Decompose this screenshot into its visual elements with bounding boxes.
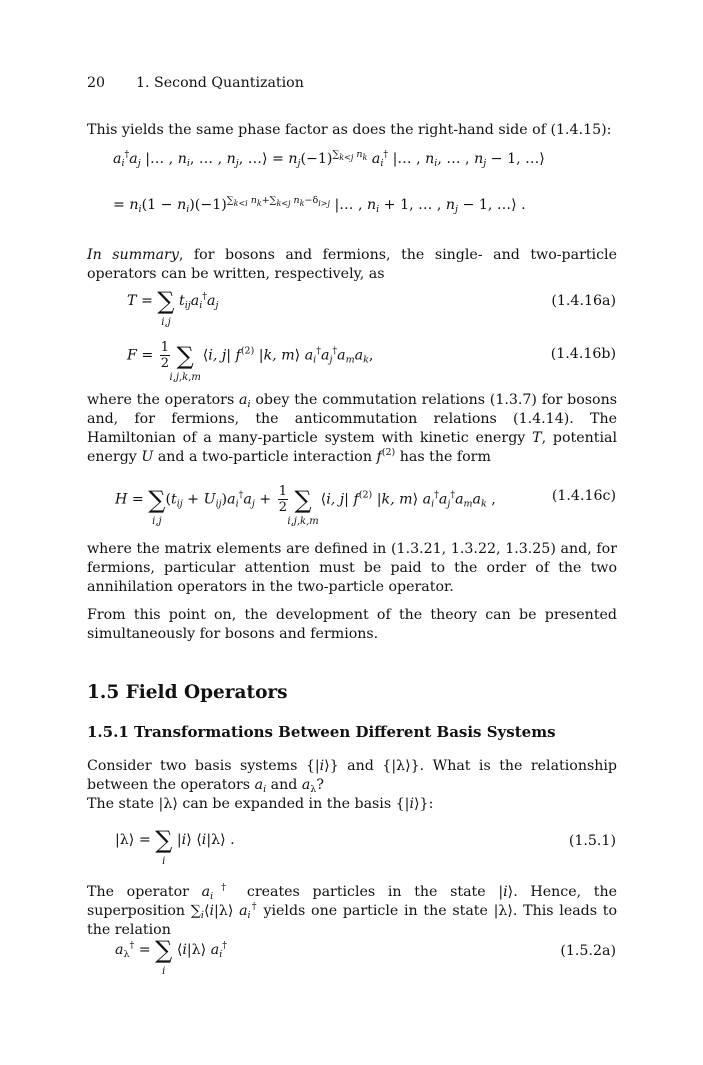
creates-text-3: . Hence, the superposition — [87, 884, 618, 919]
equation-number-16b: (1.4.16b) — [550, 346, 616, 362]
point-text: From this point on, the development of the theory can be presented simultaneously for bosons and fermions. — [87, 607, 617, 642]
creates-text-4: yields one particle in the state — [263, 903, 488, 919]
creates-text-5: . This leads to the relation — [87, 903, 617, 938]
equation-number-16a: (1.4.16a) — [551, 293, 616, 309]
paragraph-creates: The operator $a_i^\dagger$ creates particles in the state |i⟩. Hence, the superposition $\sum_i⟨i|\lambda⟩$ $a_i^\dagger$ yields one particle in the state |λ⟩. This leads to the relation — [87, 882, 618, 938]
equation-number-16c: (1.4.16c) — [551, 488, 616, 504]
equation-1-4-16b: F = $\frac{1}{2}$ ∑ i,j,k,m ⟨i, j| $f^{(2)}$ |k, m⟩ $a_i^\dagger a_j^\dagger a_ma_k$, — [127, 340, 374, 383]
where-text-4: and a two-particle interaction — [157, 449, 372, 465]
paragraph-from-this-point — [87, 606, 617, 644]
state-text-1: The state — [87, 796, 155, 812]
summary-emphasis: In summary — [87, 247, 179, 263]
consider-text-4: and — [270, 777, 298, 793]
paragraph-matrix-elements — [87, 540, 617, 597]
equation-1-4-16a: T = ∑ i,j $t_{ij}a_i^\dagger a_j$ — [127, 287, 219, 328]
paragraph-consider: Consider two basis systems {|i⟩} and {|λ⟩}. What is the relationship between the operators $a_i$ and $a_\lambda$? The state |λ⟩ can be expanded in the basis {|i⟩}: — [87, 758, 617, 812]
where-text-5: has the form — [399, 449, 491, 465]
consider-text-3: . What is the relationship between the operators — [87, 758, 617, 793]
equation-phase-line2: = $n_i(1 - n_i)(-1)^{\sum_{k<i} n_k+\sum_{k<j} n_k-\delta_{i>j}}$ |… , $n_i + 1$, … , $n_j - 1$, …⟩ . — [113, 195, 526, 215]
creates-text-1: The operator — [87, 884, 189, 900]
equation-1-5-1: |λ⟩ = ∑ i |i⟩ ⟨i|λ⟩ . — [115, 826, 235, 867]
where-text-1: where the operators — [87, 392, 235, 408]
section-heading-1-5-1: 1.5.1 Transformations Between Different Basis Systems — [87, 723, 556, 741]
running-title: 1. Second Quantization — [136, 75, 304, 91]
consider-text-1: Consider two basis systems — [87, 758, 298, 774]
paragraph-phase-text: This yields the same phase factor as does the right-hand side of (1.4.15): — [87, 122, 612, 138]
creates-text-2: creates particles in the state — [246, 884, 486, 900]
section-heading-1-5: 1.5 Field Operators — [87, 682, 288, 703]
equation-phase-line1: $a_i^\dagger a_j$ |… , $n_i$, … , $n_j$, …⟩ = $n_j(-1)^{\sum_{k<j} n_k}$ $a_i^\dagger$ |… , $n_i$, … , $n_j - 1$, …⟩ — [113, 149, 545, 169]
equation-number-151: (1.5.1) — [568, 833, 616, 849]
equation-1-5-2a: $a_\lambda^\dagger$ = ∑ i ⟨i|λ⟩ $a_i^\dagger$ — [115, 936, 227, 977]
equation-1-4-16c: H = ∑ i,j $(t_{ij} + U_{ij})a_i^\dagger a_j$ + $\frac{1}{2}$ ∑ i,j,k,m ⟨i, j| $f^{(2)}$ |k, m⟩ $a_i^\dagger a_j^\dagger a_ma_k$ , — [115, 484, 496, 527]
paragraph-phase — [87, 121, 617, 140]
page-number: 20 — [87, 75, 106, 91]
equation-number-152a: (1.5.2a) — [560, 943, 616, 959]
state-text-2: can be expanded in the basis — [182, 796, 392, 812]
where-text-3: , potential energy — [87, 430, 617, 465]
paragraph-summary — [87, 246, 617, 284]
summary-text: , for bosons and fermions, the single- and two-particle operators can be written, respectively, as — [87, 247, 617, 282]
matrix-text: where the matrix elements are defined in (1.3.21, 1.3.22, 1.3.25) and, for fermions, particular attention must be paid to the order of the two annihilation operators in the two-particle operator. — [87, 541, 617, 595]
where-text-2: obey the commutation relations (1.3.7) for bosons and, for fermions, the anticommutation relations (1.4.14). The Hamiltonian of a many-particle system with kinetic energy — [87, 392, 617, 446]
consider-text-2: and — [347, 758, 374, 774]
paragraph-where-operators: where the operators $a_i$ obey the commutation relations (1.3.7) for bosons and, for fermions, the anticommutation relations (1.4.14). The Hamiltonian of a many-particle system with kinetic energy T, potential energy U and a two-particle interaction $f^{(2)}$ has the form — [87, 392, 617, 465]
